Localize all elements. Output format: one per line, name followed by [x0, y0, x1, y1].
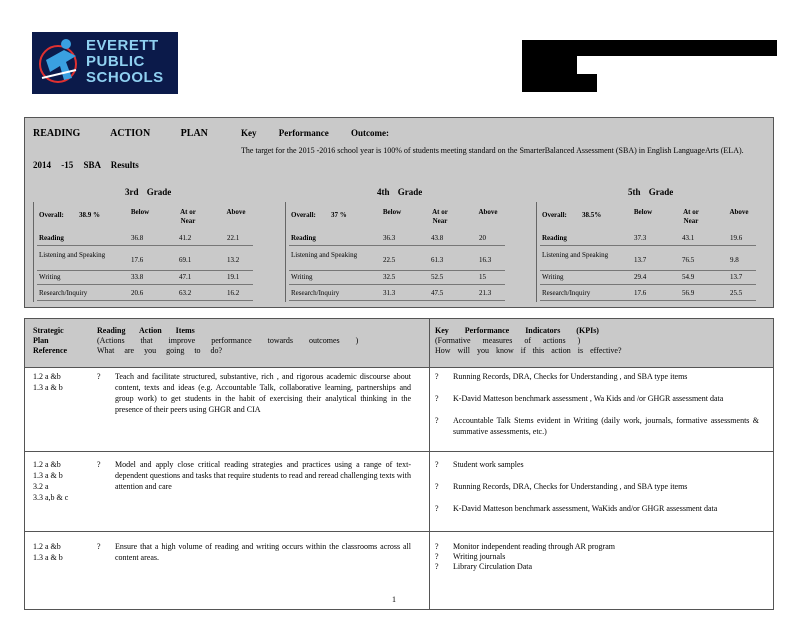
table-left-border	[33, 202, 34, 302]
cell-value: 13.2	[227, 256, 240, 264]
bullet-glyph: ?	[97, 460, 101, 469]
cell-value: 33.8	[131, 273, 144, 281]
cell-value: 63.2	[179, 289, 192, 297]
table-left-border	[285, 202, 286, 302]
kpi-item: K-David Matteson benchmark assessment, WaKids and/or GHGR assessment data	[453, 504, 718, 513]
column-header: Below	[130, 208, 150, 216]
row-divider	[37, 284, 253, 285]
kpi-item: Library Circulation Data	[453, 562, 533, 571]
column-header: At or Near	[180, 208, 196, 225]
overall-value: 37 %	[331, 211, 347, 219]
cell-value: 17.6	[634, 289, 647, 297]
cell-value: 76.5	[682, 256, 695, 264]
overall-label: Overall:	[39, 211, 64, 219]
cell-value: 31.3	[383, 289, 396, 297]
cell-value: 15	[479, 273, 486, 281]
cell-value: 43.1	[682, 234, 695, 242]
kpo-text: The target for the 2015 -2016 school year is 100% of students meeting standard on the SmarterBalanced Assessment (SBA) in English LanguageArts (ELA).	[241, 146, 744, 155]
bullet-glyph: ?	[97, 542, 101, 551]
col-kpi-title: Key Performance Indicators (KPIs)	[435, 326, 599, 335]
action-item: Model and apply close critical reading strategies and practices using a range of text-dependent questions and tasks that require students to read and reread challenging texts with attention and care	[115, 460, 411, 491]
kpi-item: Student work samples	[453, 460, 524, 469]
section-divider	[25, 531, 773, 532]
cell-value: 29.4	[634, 273, 647, 281]
kpi-item: Accountable Talk Stems evident in Writing (daily work, journals, formative assessments & summative assessments, etc.)	[453, 416, 759, 436]
bullet-glyph: ?	[435, 562, 439, 571]
row-label: Writing	[39, 273, 61, 281]
col-kpi-sub2: How will you know if this action is effective?	[435, 346, 622, 355]
row-label: Writing	[291, 273, 313, 281]
bullet-glyph: ?	[435, 482, 439, 491]
row-divider	[289, 284, 505, 285]
col-reference: Reference	[33, 346, 68, 355]
logo-line2: PUBLIC	[86, 53, 145, 70]
cell-value: 52.5	[431, 273, 444, 281]
cell-value: 22.5	[383, 256, 396, 264]
overall-value: 38.5%	[582, 211, 602, 219]
overall-label: Overall:	[542, 211, 567, 219]
cell-value: 25.5	[730, 289, 743, 297]
row-divider	[540, 284, 756, 285]
grade-title: 4th Grade	[377, 187, 423, 197]
row-label: Writing	[542, 273, 564, 281]
kpi-item: Running Records, DRA, Checks for Understanding , and SBA type items	[453, 482, 688, 491]
bullet-glyph: ?	[435, 504, 439, 513]
plan-reference: 3.3 a,b & c	[33, 493, 69, 502]
cell-value: 19.6	[730, 234, 743, 242]
cell-value: 36.8	[131, 234, 144, 242]
bullet-glyph: ?	[435, 542, 439, 551]
row-label: Research/Inquiry	[291, 289, 340, 297]
cell-value: 56.9	[682, 289, 695, 297]
grade-title: 3rd Grade	[125, 187, 172, 197]
plan-reference: 3.2 a	[33, 482, 49, 491]
plan-reference: 1.2 a &b	[33, 542, 61, 551]
cell-value: 19.1	[227, 273, 240, 281]
column-header: Above	[478, 208, 498, 216]
table-left-border	[536, 202, 537, 302]
plan-reference: 1.2 a &b	[33, 460, 61, 469]
cell-value: 16.3	[479, 256, 492, 264]
district-logo	[32, 32, 178, 94]
cell-value: 41.2	[179, 234, 192, 242]
cell-value: 20	[479, 234, 486, 242]
column-header: Above	[226, 208, 246, 216]
row-label: Listening and Speaking	[291, 251, 358, 259]
column-header: At or Near	[683, 208, 699, 225]
section-divider	[25, 451, 773, 452]
row-divider	[289, 270, 505, 271]
col-action-sub2: What are you going to do?	[97, 346, 223, 355]
figure-icon	[36, 34, 86, 92]
action-table-header	[25, 319, 773, 368]
action-item: Ensure that a high volume of reading and writing occurs within the classrooms across all content areas.	[115, 542, 411, 562]
row-divider	[289, 300, 505, 301]
kpi-item: K-David Matteson benchmark assessment , Wa Kids and /or GHGR assessment data	[453, 394, 724, 403]
plan-reference: 1.3 a & b	[33, 553, 63, 562]
cell-value: 69.1	[179, 256, 192, 264]
action-item: Teach and facilitate structured, substantive, rich , and rigorous academic discourse about content, texts and ideas (e.g. Accountable Talk, collaborative learning, partnerships and group work) to get students in the habit of exercising their analytical thinking in the presence of their peers using GHGR and CIA	[115, 372, 411, 414]
col-kpi-sub1: (Formative measures of actions )	[435, 336, 581, 345]
row-divider	[540, 245, 756, 246]
cell-value: 43.8	[431, 234, 444, 242]
row-label: Listening and Speaking	[542, 251, 609, 259]
row-divider	[540, 270, 756, 271]
cell-value: 54.9	[682, 273, 695, 281]
row-divider	[540, 300, 756, 301]
logo-line3: SCHOOLS	[86, 69, 164, 86]
cell-value: 61.3	[431, 256, 444, 264]
bullet-glyph: ?	[435, 416, 439, 425]
plan-reference: 1.2 a &b	[33, 372, 61, 381]
bullet-glyph: ?	[435, 372, 439, 381]
redacted-block	[522, 40, 777, 92]
kpi-item: Monitor independent reading through AR program	[453, 542, 615, 551]
cell-value: 13.7	[634, 256, 647, 264]
cell-value: 17.6	[131, 256, 144, 264]
cell-value: 36.3	[383, 234, 396, 242]
row-label: Reading	[291, 234, 316, 242]
cell-value: 32.5	[383, 273, 396, 281]
cell-value: 37.3	[634, 234, 647, 242]
col-action-sub1: (Actions that improve performance towards outcomes )	[97, 336, 359, 345]
row-label: Reading	[39, 234, 64, 242]
col-strategic: Strategic	[33, 326, 64, 335]
cell-value: 13.7	[730, 273, 743, 281]
column-header: Below	[382, 208, 402, 216]
row-divider	[37, 245, 253, 246]
bullet-glyph: ?	[97, 372, 101, 381]
column-header: Above	[729, 208, 749, 216]
plan-reference: 1.3 a & b	[33, 471, 63, 480]
cell-value: 47.5	[431, 289, 444, 297]
col-action-title: Reading Action Items	[97, 326, 195, 335]
action-table	[24, 318, 774, 610]
plan-reference: 1.3 a & b	[33, 383, 63, 392]
cell-value: 9.8	[730, 256, 739, 264]
kpi-item: Writing journals	[453, 552, 506, 561]
row-label: Listening and Speaking	[39, 251, 106, 259]
cell-value: 16.2	[227, 289, 240, 297]
kpo-label: Key Performance Outcome:	[241, 128, 389, 138]
row-divider	[289, 245, 505, 246]
logo-line1: EVERETT	[86, 37, 159, 54]
row-divider	[37, 300, 253, 301]
kpi-item: Running Records, DRA, Checks for Understanding , and SBA type items	[453, 372, 688, 381]
results-panel	[24, 117, 774, 308]
row-divider	[37, 270, 253, 271]
column-header: At or Near	[432, 208, 448, 225]
overall-label: Overall:	[291, 211, 316, 219]
plan-title: READING ACTION PLAN	[33, 128, 208, 139]
cell-value: 47.1	[179, 273, 192, 281]
row-label: Research/Inquiry	[39, 289, 88, 297]
overall-value: 38.9 %	[79, 211, 100, 219]
cell-value: 21.3	[479, 289, 492, 297]
sba-label: 2014 -15 SBA Results	[33, 160, 139, 170]
column-header: Below	[633, 208, 653, 216]
bullet-glyph: ?	[435, 552, 439, 561]
col-plan: Plan	[33, 336, 49, 345]
cell-value: 22.1	[227, 234, 240, 242]
grade-title: 5th Grade	[628, 187, 674, 197]
column-divider	[429, 319, 430, 609]
row-label: Research/Inquiry	[542, 289, 591, 297]
bullet-glyph: ?	[435, 460, 439, 469]
bullet-glyph: ?	[435, 394, 439, 403]
page-number: 1	[392, 595, 396, 604]
cell-value: 20.6	[131, 289, 144, 297]
row-label: Reading	[542, 234, 567, 242]
